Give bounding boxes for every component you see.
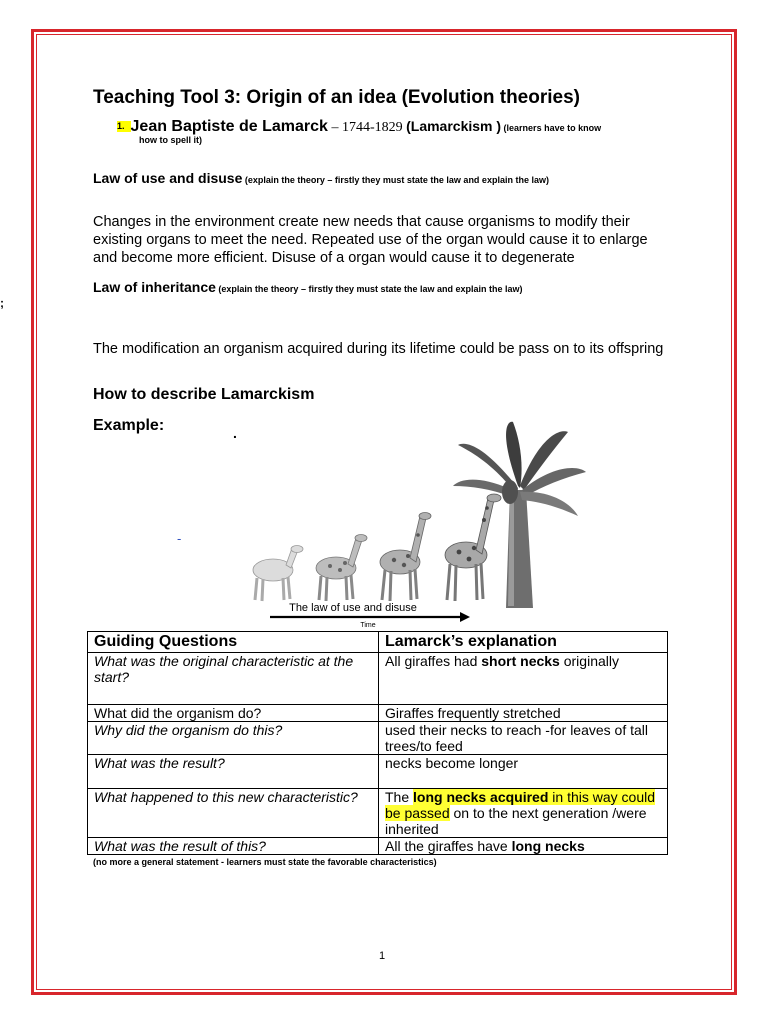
law-use-title: Law of use and disuse (93, 170, 243, 186)
giraffe-illustration (248, 420, 593, 630)
guiding-questions-table (87, 631, 668, 855)
answer-text: The (385, 789, 414, 805)
table-header-row (88, 632, 668, 653)
question-cell: What did the organism do? (88, 705, 379, 722)
answer-text: All giraffes had (385, 653, 482, 669)
law-inheritance-title: Law of inheritance (93, 279, 216, 295)
answer-bold: short necks (481, 653, 560, 669)
law-inheritance-note: (explain the theory – firstly they must state the law and explain the law) (215, 284, 523, 294)
table-row (88, 838, 668, 855)
figure-caption: The law of use and disuse (289, 602, 417, 614)
lamarck-dates: – 1744-1829 (327, 120, 407, 135)
answer-cell (379, 789, 668, 838)
header-lamarck-explanation: Lamarck’s explanation (379, 632, 668, 653)
table-row (88, 722, 668, 755)
law-inheritance-text: The modification an organism acquired during its lifetime could be pass on to its offspring (93, 341, 664, 357)
table-footnote: (no more a general statement - learners must state the favorable characteristics) (93, 857, 437, 867)
answer-bold: long necks (511, 838, 585, 854)
stray-dash: - (177, 531, 182, 546)
table-row (88, 789, 668, 838)
example-label: Example: (93, 417, 165, 434)
giraffe-long-neck (445, 494, 501, 601)
header-guiding-questions: Guiding Questions (88, 632, 379, 653)
answer-cell: used their necks to reach -for leaves of tall trees/to feed (379, 722, 668, 755)
giraffe-longer-neck (380, 513, 431, 602)
table-row (88, 705, 668, 722)
giraffe-evolution-figure (248, 420, 593, 630)
answer-cell: Giraffes frequently stretched (379, 705, 668, 722)
answer-text: originally (559, 653, 619, 669)
question-cell: What happened to this new characteristic? (88, 789, 379, 838)
question-cell: What was the result of this? (88, 838, 379, 855)
question-cell: What was the result? (88, 755, 379, 789)
arrow-head-icon (460, 612, 470, 622)
answer-highlight: in this way could be passed (385, 789, 655, 821)
spelling-note: (learners have to know (501, 123, 602, 133)
lamarck-name: Jean Baptiste de Lamarck (130, 118, 328, 135)
figure-axis-label: Time (360, 622, 376, 629)
law-inheritance-heading (93, 279, 523, 295)
table-row (88, 755, 668, 789)
spelling-note-cont: how to spell it) (139, 135, 202, 145)
list-number: 1. (117, 121, 131, 132)
law-use-heading (93, 170, 549, 186)
answer-cell: necks become longer (379, 755, 668, 789)
giraffe-medium-neck (316, 535, 367, 602)
describe-heading: How to describe Lamarckism (93, 386, 315, 403)
tree-icon (453, 422, 586, 608)
answer-highlight-bold: long necks acquired (413, 789, 549, 805)
law-use-note: (explain the theory – firstly they must state the law and explain the law) (242, 175, 549, 185)
answer-cell (379, 838, 668, 855)
page-number: 1 (379, 950, 386, 962)
stray-dot: . (233, 425, 237, 441)
lamarck-heading (117, 118, 677, 146)
page-title: Teaching Tool 3: Origin of an idea (Evolution theories) (93, 87, 580, 108)
question-cell: What was the original characteristic at the start? (88, 653, 379, 705)
law-use-text: Changes in the environment create new needs that cause organisms to modify their existing organs to meet the need. Repeated use of the organ would cause it to enlarge and become more efficient. Disuse of a organ would cause it to degenerate (93, 214, 648, 266)
giraffe-short-neck (253, 546, 303, 602)
table-row (88, 653, 668, 705)
answer-cell (379, 653, 668, 705)
question-cell: Why did the organism do this? (88, 722, 379, 755)
answer-text: All the giraffes have (385, 838, 512, 854)
lamarckism-term: (Lamarckism ) (406, 118, 502, 134)
stray-mark: ; (0, 296, 4, 310)
answer-text: on to the next generation /were inherited (385, 805, 647, 837)
